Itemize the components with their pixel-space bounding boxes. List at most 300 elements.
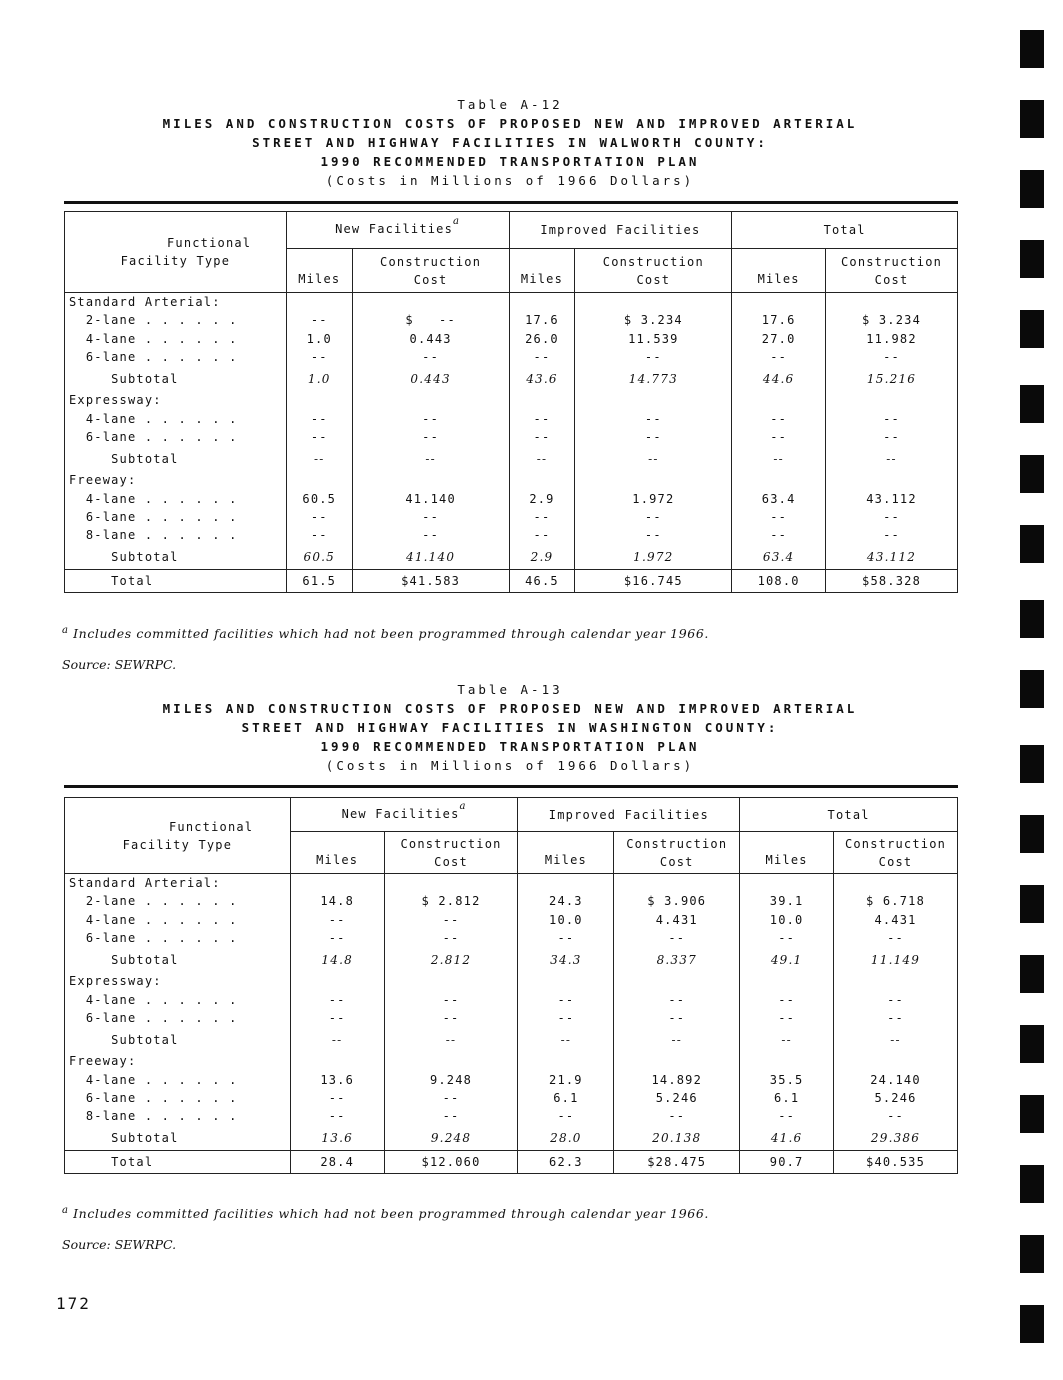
table-cell: -- [518, 1009, 614, 1027]
table-cell: -- [732, 508, 826, 526]
table-row [65, 471, 958, 489]
table-row [65, 1125, 958, 1150]
table-cell: 26.0 [509, 330, 575, 348]
table-cell: -- [834, 1107, 958, 1125]
table-cell: -- [826, 446, 958, 471]
table-row [65, 972, 958, 990]
header-total: Total [732, 212, 958, 249]
header-label: Construction [602, 254, 704, 269]
table-row [65, 311, 958, 329]
table-cell: -- [732, 428, 826, 446]
table-cell: -- [614, 929, 740, 947]
table-title-line: MILES AND CONSTRUCTION COSTS OF PROPOSED NEW AND IMPROVED ARTERIAL [162, 116, 858, 131]
table-cell [575, 293, 732, 312]
table-row [65, 446, 958, 471]
table-cell: 34.3 [518, 947, 614, 972]
table-cell: -- [509, 446, 575, 471]
table-cell [740, 1052, 834, 1070]
total-cell: 108.0 [732, 569, 826, 592]
header-improved-facilities: Improved Facilities [509, 212, 732, 249]
table-cell: 17.6 [732, 311, 826, 329]
header-label: Construction [626, 836, 728, 851]
table-cell: -- [290, 1009, 384, 1027]
scanner-mark [1020, 745, 1044, 783]
facility-type-label: Freeway: [65, 471, 287, 489]
table-number: Table A-13 [457, 682, 563, 697]
scanner-mark [1020, 525, 1044, 563]
table-cell: -- [290, 1089, 384, 1107]
table-cell [614, 1052, 740, 1070]
total-cell: 46.5 [509, 569, 575, 592]
table-cell: -- [286, 348, 352, 366]
table-cell [509, 391, 575, 409]
header-construction-cost [384, 832, 518, 874]
table-cell: -- [518, 929, 614, 947]
header-label: New Facilities [341, 806, 460, 821]
table-cell: 43.112 [826, 544, 958, 569]
table-cell: 17.6 [509, 311, 575, 329]
table-cell: -- [286, 526, 352, 544]
table-cell [826, 471, 958, 489]
total-row [65, 569, 958, 592]
table-cell: 5.246 [614, 1089, 740, 1107]
table-cell: -- [834, 1009, 958, 1027]
table-cell [732, 391, 826, 409]
facility-type-label: 4-lane . . . . . . [65, 330, 287, 348]
table-cell: -- [614, 1107, 740, 1125]
facility-type-label: 4-lane . . . . . . [65, 990, 291, 1008]
footnote-marker: a [62, 625, 69, 636]
table-cell: 1.0 [286, 366, 352, 391]
header-label: Functional [166, 236, 252, 250]
scanner-mark [1020, 815, 1044, 853]
scanner-mark [1020, 30, 1044, 68]
table-cell [384, 1052, 518, 1070]
table-cell: -- [509, 409, 575, 427]
header-label: Cost [878, 854, 913, 869]
total-cell: 90.7 [740, 1150, 834, 1173]
table-title-line: MILES AND CONSTRUCTION COSTS OF PROPOSED NEW AND IMPROVED ARTERIAL [162, 701, 858, 716]
table-a12 [64, 211, 958, 593]
table-cell: -- [614, 1027, 740, 1052]
facility-type-label: Subtotal [65, 366, 287, 391]
table-cell [384, 874, 518, 893]
table-cell: -- [834, 990, 958, 1008]
total-cell: 62.3 [518, 1150, 614, 1173]
table-cell [518, 874, 614, 893]
header-total: Total [740, 798, 958, 832]
table-cell: 29.386 [834, 1125, 958, 1150]
scanner-mark [1020, 1025, 1044, 1063]
table-cell: -- [732, 526, 826, 544]
footnote-marker: a [453, 216, 461, 227]
footnote-text: Includes committed facilities which had not been programmed through calendar year 1966. [73, 626, 709, 641]
table-number: Table A-12 [457, 97, 563, 112]
table-cell: 24.140 [834, 1070, 958, 1088]
facility-type-label: 2-lane . . . . . . [65, 892, 291, 910]
facility-type-label: 4-lane . . . . . . [65, 911, 291, 929]
table-row [65, 544, 958, 569]
table-cell: 63.4 [732, 544, 826, 569]
table-cell: 9.248 [384, 1070, 518, 1088]
page-number: 172 [56, 1294, 91, 1313]
facility-type-label: Freeway: [65, 1052, 291, 1070]
table-cell [509, 293, 575, 312]
total-label: Total [65, 1150, 291, 1173]
table-cell [352, 293, 509, 312]
table-cell: 27.0 [732, 330, 826, 348]
table-cell: -- [286, 508, 352, 526]
header-label: Cost [434, 854, 468, 869]
header-miles: Miles [740, 832, 834, 874]
scanner-mark [1020, 310, 1044, 348]
header-label: Construction [400, 836, 502, 851]
table-cell: 6.1 [740, 1089, 834, 1107]
table-cell: 13.6 [290, 1125, 384, 1150]
table-cell [575, 471, 732, 489]
header-functional-facility-type [65, 798, 291, 874]
table-cell: $ 3.234 [826, 311, 958, 329]
table-row [65, 526, 958, 544]
table-cell: 28.0 [518, 1125, 614, 1150]
facility-type-label: Standard Arterial: [65, 874, 291, 893]
table-row [65, 409, 958, 427]
table-cell: $ 3.234 [575, 311, 732, 329]
table-cell: -- [575, 348, 732, 366]
total-cell: 28.4 [290, 1150, 384, 1173]
table-cell [518, 972, 614, 990]
table-cell: -- [509, 508, 575, 526]
table-cell: 41.6 [740, 1125, 834, 1150]
facility-type-label: Expressway: [65, 391, 287, 409]
table-cell [614, 972, 740, 990]
table-title-line: 1990 RECOMMENDED TRANSPORTATION PLAN [320, 739, 700, 754]
table-top-rule [64, 201, 958, 204]
table-row [65, 892, 958, 910]
facility-type-label: Expressway: [65, 972, 291, 990]
table-cell: $ -- [352, 311, 509, 329]
header-label: Cost [636, 272, 671, 287]
facility-type-label: 4-lane . . . . . . [65, 409, 287, 427]
table-row [65, 391, 958, 409]
facility-type-label: Subtotal [65, 1027, 291, 1052]
table-cell: -- [290, 990, 384, 1008]
footnote [62, 1206, 709, 1221]
table-cell: 5.246 [834, 1089, 958, 1107]
header-label: Facility Type [120, 254, 231, 268]
table-cell: 24.3 [518, 892, 614, 910]
table-row [65, 874, 958, 893]
table-title-line: STREET AND HIGHWAY FACILITIES IN WALWORTH COUNTY: [252, 135, 768, 150]
header-label: Cost [413, 272, 448, 287]
header-miles: Miles [290, 832, 384, 874]
footnote [62, 626, 709, 641]
header-label: Functional [168, 819, 254, 834]
table-cell: -- [575, 446, 732, 471]
table-cell: 2.812 [384, 947, 518, 972]
table-cell: -- [518, 1027, 614, 1052]
header-miles: Miles [732, 249, 826, 293]
table-cell: -- [740, 990, 834, 1008]
table-cell: 2.9 [509, 544, 575, 569]
table-cell: 43.6 [509, 366, 575, 391]
table-cell: 1.0 [286, 330, 352, 348]
scanner-marks [1020, 0, 1044, 1380]
table-cell: -- [740, 1027, 834, 1052]
table-cell: -- [352, 446, 509, 471]
table-cell: $ 6.718 [834, 892, 958, 910]
table-row [65, 428, 958, 446]
table-cell: -- [826, 508, 958, 526]
header-construction-cost [575, 249, 732, 293]
table-cell [826, 391, 958, 409]
table-cell: 0.443 [352, 366, 509, 391]
total-label: Total [65, 569, 287, 592]
total-cell: $58.328 [826, 569, 958, 592]
header-new-facilities [286, 212, 509, 249]
facility-type-label: 6-lane . . . . . . [65, 508, 287, 526]
table-cell: 60.5 [286, 489, 352, 507]
table-cell: 20.138 [614, 1125, 740, 1150]
table-cell [290, 1052, 384, 1070]
total-cell: $40.535 [834, 1150, 958, 1173]
table-row [65, 1027, 958, 1052]
header-label: Cost [874, 272, 909, 287]
table-cell: -- [826, 348, 958, 366]
table-cell [575, 391, 732, 409]
header-miles: Miles [509, 249, 575, 293]
scanner-mark [1020, 100, 1044, 138]
table-cell: 14.8 [290, 947, 384, 972]
table-cell: -- [352, 348, 509, 366]
scanner-mark [1020, 385, 1044, 423]
table-cell: -- [740, 929, 834, 947]
table-cell: -- [518, 990, 614, 1008]
table-cell [286, 471, 352, 489]
table-row [65, 990, 958, 1008]
scanner-mark [1020, 240, 1044, 278]
header-improved-facilities: Improved Facilities [518, 798, 740, 832]
table-cell: 6.1 [518, 1089, 614, 1107]
table-cell [286, 293, 352, 312]
table-cell: -- [352, 428, 509, 446]
table-cell [518, 1052, 614, 1070]
table-cell: -- [290, 1027, 384, 1052]
table-cell: 1.972 [575, 489, 732, 507]
facility-type-label: 4-lane . . . . . . [65, 489, 287, 507]
facility-type-label: 4-lane . . . . . . [65, 1070, 291, 1088]
source-note: Source: SEWRPC. [62, 1237, 177, 1252]
table-cell [740, 972, 834, 990]
table-row [65, 330, 958, 348]
table-cell: -- [575, 508, 732, 526]
table-cell: -- [732, 409, 826, 427]
table-cell: -- [384, 911, 518, 929]
table-a13 [64, 797, 958, 1174]
facility-type-label: Subtotal [65, 446, 287, 471]
header-construction-cost [614, 832, 740, 874]
table-cell: -- [509, 428, 575, 446]
scanner-mark [1020, 455, 1044, 493]
table-cell: 14.8 [290, 892, 384, 910]
source-note: Source: SEWRPC. [62, 657, 177, 672]
table-cell: -- [826, 526, 958, 544]
table-cell: 2.9 [509, 489, 575, 507]
table-row [65, 1070, 958, 1088]
table-a12-title-block [60, 95, 960, 190]
table-title-line: 1990 RECOMMENDED TRANSPORTATION PLAN [320, 154, 700, 169]
header-label: Construction [840, 254, 943, 269]
table-cell: -- [286, 446, 352, 471]
table-cell [509, 471, 575, 489]
table-costs-line: (Costs in Millions of 1966 Dollars) [325, 173, 695, 188]
table-cell: 14.773 [575, 366, 732, 391]
table-cell: -- [826, 428, 958, 446]
table-cell: -- [518, 1107, 614, 1125]
table-cell: -- [290, 911, 384, 929]
scanner-mark [1020, 670, 1044, 708]
table-cell: 13.6 [290, 1070, 384, 1088]
facility-type-label: 6-lane . . . . . . [65, 1009, 291, 1027]
table-cell: -- [384, 990, 518, 1008]
table-cell [286, 391, 352, 409]
facility-type-label: Subtotal [65, 544, 287, 569]
table-cell: 43.112 [826, 489, 958, 507]
table-row [65, 929, 958, 947]
total-cell: $12.060 [384, 1150, 518, 1173]
scanner-mark [1020, 1095, 1044, 1133]
table-cell: 15.216 [826, 366, 958, 391]
table-cell: -- [834, 929, 958, 947]
header-new-facilities [290, 798, 518, 832]
table-cell [834, 972, 958, 990]
table-cell: 21.9 [518, 1070, 614, 1088]
table-cell: $ 3.906 [614, 892, 740, 910]
table-cell: 60.5 [286, 544, 352, 569]
footnote-marker: a [62, 1205, 69, 1216]
table-cell: 10.0 [740, 911, 834, 929]
table-title-line: STREET AND HIGHWAY FACILITIES IN WASHINGTON COUNTY: [241, 720, 779, 735]
scanner-mark [1020, 955, 1044, 993]
scanner-mark [1020, 1235, 1044, 1273]
table-row [65, 348, 958, 366]
table-cell [740, 874, 834, 893]
facility-type-label: Standard Arterial: [65, 293, 287, 312]
table-cell: -- [509, 526, 575, 544]
header-miles: Miles [518, 832, 614, 874]
table-cell [834, 874, 958, 893]
total-cell: $16.745 [575, 569, 732, 592]
table-cell: -- [575, 428, 732, 446]
table-cell: 4.431 [614, 911, 740, 929]
total-cell: $28.475 [614, 1150, 740, 1173]
table-cell: -- [352, 409, 509, 427]
table-cell: 10.0 [518, 911, 614, 929]
table-cell: 4.431 [834, 911, 958, 929]
header-construction-cost [352, 249, 509, 293]
table-cell [352, 391, 509, 409]
scanner-mark [1020, 1165, 1044, 1203]
total-row [65, 1150, 958, 1173]
header-label: Construction [844, 836, 947, 851]
table-cell: 41.140 [352, 544, 509, 569]
facility-type-label: 6-lane . . . . . . [65, 1089, 291, 1107]
header-construction-cost [834, 832, 958, 874]
table-costs-line: (Costs in Millions of 1966 Dollars) [325, 758, 695, 773]
table-cell: -- [290, 929, 384, 947]
table-cell: 35.5 [740, 1070, 834, 1088]
table-row [65, 293, 958, 312]
header-construction-cost [826, 249, 958, 293]
header-label: Construction [380, 254, 482, 269]
table-row [65, 947, 958, 972]
table-cell: -- [834, 1027, 958, 1052]
table-row [65, 1089, 958, 1107]
table-cell: -- [614, 1009, 740, 1027]
table-cell: -- [732, 348, 826, 366]
facility-type-label: 6-lane . . . . . . [65, 348, 287, 366]
scanner-mark [1020, 885, 1044, 923]
table-a13-title-block [60, 680, 960, 775]
table-cell: -- [732, 446, 826, 471]
facility-type-label: 2-lane . . . . . . [65, 311, 287, 329]
total-cell: $41.583 [352, 569, 509, 592]
table-cell: -- [384, 1009, 518, 1027]
table-cell: 44.6 [732, 366, 826, 391]
scanner-mark [1020, 600, 1044, 638]
table-cell: -- [740, 1009, 834, 1027]
table-cell [384, 972, 518, 990]
table-cell: 1.972 [575, 544, 732, 569]
table-cell: -- [286, 311, 352, 329]
table-cell: 11.149 [834, 947, 958, 972]
scanner-mark [1020, 170, 1044, 208]
table-cell: -- [384, 1027, 518, 1052]
table-cell: -- [384, 1107, 518, 1125]
table-row [65, 1009, 958, 1027]
table-cell: -- [384, 929, 518, 947]
header-functional-facility-type [65, 212, 287, 293]
table-cell: 9.248 [384, 1125, 518, 1150]
table-cell: -- [384, 1089, 518, 1107]
table-row [65, 1052, 958, 1070]
table-row [65, 911, 958, 929]
table-cell [290, 874, 384, 893]
facility-type-label: 8-lane . . . . . . [65, 1107, 291, 1125]
facility-type-label: Subtotal [65, 1125, 291, 1150]
table-cell: 39.1 [740, 892, 834, 910]
table-cell [732, 471, 826, 489]
footnote-marker: a [459, 800, 467, 812]
table-cell: -- [575, 409, 732, 427]
table-cell: 63.4 [732, 489, 826, 507]
table-cell: -- [614, 990, 740, 1008]
table-cell: 14.892 [614, 1070, 740, 1088]
table-cell [290, 972, 384, 990]
table-cell: 11.982 [826, 330, 958, 348]
table-cell [826, 293, 958, 312]
table-cell: 49.1 [740, 947, 834, 972]
footnote-text: Includes committed facilities which had not been programmed through calendar year 1966. [73, 1206, 709, 1221]
table-cell: -- [286, 428, 352, 446]
table-cell: $ 2.812 [384, 892, 518, 910]
table-cell: -- [290, 1107, 384, 1125]
table-cell: 8.337 [614, 947, 740, 972]
table-row [65, 1107, 958, 1125]
table-row [65, 489, 958, 507]
table-cell: -- [740, 1107, 834, 1125]
total-cell: 61.5 [286, 569, 352, 592]
